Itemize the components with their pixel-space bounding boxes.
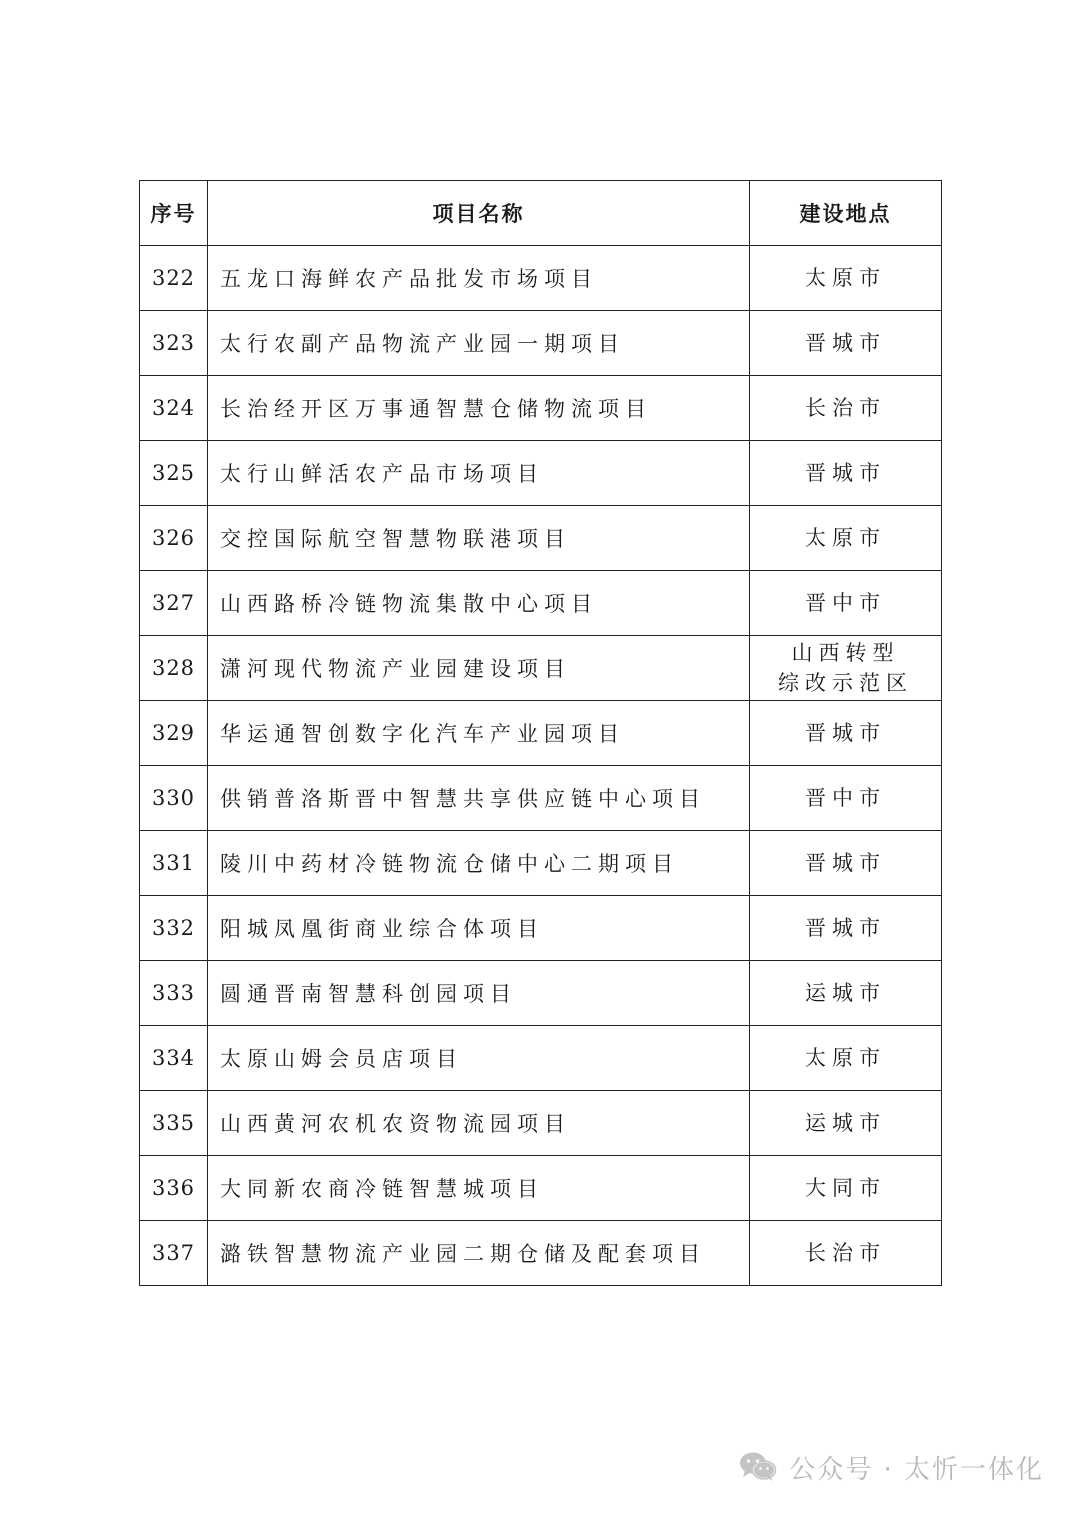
table-row <box>140 246 942 311</box>
location-line: 太原市 <box>805 266 886 290</box>
location-line: 晋城市 <box>805 916 886 940</box>
location-line: 太原市 <box>805 1046 886 1070</box>
header-no: 序号 <box>140 181 208 246</box>
table-row <box>140 1091 942 1156</box>
location-line: 晋城市 <box>805 721 886 745</box>
project-location <box>750 766 942 831</box>
row-number: 332 <box>140 896 208 961</box>
project-name: 圆通晋南智慧科创园项目 <box>208 961 750 1026</box>
project-name: 太行山鲜活农产品市场项目 <box>208 441 750 506</box>
table-row <box>140 571 942 636</box>
location-line: 晋城市 <box>805 331 886 355</box>
project-location <box>750 311 942 376</box>
project-location <box>750 1091 942 1156</box>
table-header-row <box>140 181 942 246</box>
project-location <box>750 896 942 961</box>
project-name: 潇河现代物流产业园建设项目 <box>208 636 750 701</box>
table-row <box>140 896 942 961</box>
project-location <box>750 246 942 311</box>
wechat-icon <box>739 1451 777 1483</box>
project-location <box>750 571 942 636</box>
row-number: 330 <box>140 766 208 831</box>
table-row <box>140 831 942 896</box>
watermark-text: 公众号 · 太忻一体化 <box>789 1454 1044 1485</box>
project-name: 山西黄河农机农资物流园项目 <box>208 1091 750 1156</box>
location-line: 晋城市 <box>805 461 886 485</box>
row-number: 329 <box>140 701 208 766</box>
header-name: 项目名称 <box>208 181 750 246</box>
table-row <box>140 311 942 376</box>
table-row <box>140 376 942 441</box>
location-line: 太原市 <box>805 526 886 550</box>
project-table <box>139 180 942 1286</box>
row-number: 335 <box>140 1091 208 1156</box>
location-line: 长治市 <box>805 396 886 420</box>
location-line: 晋中市 <box>805 591 886 615</box>
project-location <box>750 1156 942 1221</box>
row-number: 333 <box>140 961 208 1026</box>
watermark <box>739 1447 1044 1487</box>
table-row <box>140 1026 942 1091</box>
project-name: 阳城凤凰街商业综合体项目 <box>208 896 750 961</box>
table-body <box>140 246 942 1286</box>
project-location <box>750 701 942 766</box>
row-number: 334 <box>140 1026 208 1091</box>
project-location <box>750 961 942 1026</box>
location-line: 山西转型 <box>791 641 900 665</box>
row-number: 336 <box>140 1156 208 1221</box>
table-row <box>140 1156 942 1221</box>
project-location <box>750 1221 942 1286</box>
table-row <box>140 1221 942 1286</box>
project-location <box>750 636 942 701</box>
project-location <box>750 831 942 896</box>
row-number: 337 <box>140 1221 208 1286</box>
table-row <box>140 961 942 1026</box>
table-row <box>140 636 942 701</box>
table-row <box>140 441 942 506</box>
project-name: 五龙口海鲜农产品批发市场项目 <box>208 246 750 311</box>
location-line: 运城市 <box>805 981 886 1005</box>
location-line: 晋城市 <box>805 851 886 875</box>
project-name: 山西路桥冷链物流集散中心项目 <box>208 571 750 636</box>
project-name: 大同新农商冷链智慧城项目 <box>208 1156 750 1221</box>
location-line: 运城市 <box>805 1111 886 1135</box>
project-name: 太原山姆会员店项目 <box>208 1026 750 1091</box>
header-location: 建设地点 <box>750 181 942 246</box>
project-name: 陵川中药材冷链物流仓储中心二期项目 <box>208 831 750 896</box>
project-location <box>750 441 942 506</box>
table-row <box>140 766 942 831</box>
row-number: 327 <box>140 571 208 636</box>
project-name: 交控国际航空智慧物联港项目 <box>208 506 750 571</box>
project-name: 潞铁智慧物流产业园二期仓储及配套项目 <box>208 1221 750 1286</box>
table-row <box>140 506 942 571</box>
row-number: 324 <box>140 376 208 441</box>
location-line: 综改示范区 <box>778 671 913 695</box>
location-line: 晋中市 <box>805 786 886 810</box>
project-name: 太行农副产品物流产业园一期项目 <box>208 311 750 376</box>
project-name: 长治经开区万事通智慧仓储物流项目 <box>208 376 750 441</box>
row-number: 325 <box>140 441 208 506</box>
row-number: 326 <box>140 506 208 571</box>
project-location <box>750 376 942 441</box>
project-location <box>750 506 942 571</box>
row-number: 328 <box>140 636 208 701</box>
location-line: 大同市 <box>805 1176 886 1200</box>
row-number: 331 <box>140 831 208 896</box>
project-location <box>750 1026 942 1091</box>
row-number: 322 <box>140 246 208 311</box>
project-name: 供销普洛斯晋中智慧共享供应链中心项目 <box>208 766 750 831</box>
row-number: 323 <box>140 311 208 376</box>
table-row <box>140 701 942 766</box>
location-line: 长治市 <box>805 1241 886 1265</box>
project-name: 华运通智创数字化汽车产业园项目 <box>208 701 750 766</box>
